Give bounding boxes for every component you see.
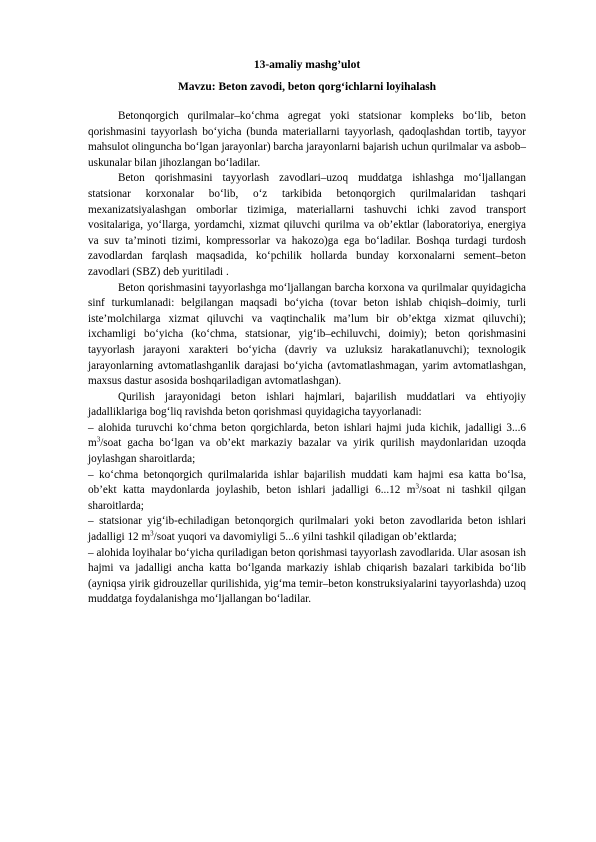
unit-superscript: 3 — [150, 529, 154, 538]
document-subtitle: Mavzu: Beton zavodi, beton qorg‘ichlarni loyihalash — [177, 81, 437, 93]
document-title: 13-amaliy mashg’ulot — [253, 59, 361, 71]
document-page — [88, 58, 526, 608]
list-item-1-text-end: /soat gacha bo‘lgan va ob’ekt markaziy bazalar va yirik qurilish maydonlaridan uzoqda joylashgan sharoitlarda; — [88, 437, 526, 466]
list-item-3 — [88, 514, 526, 545]
list-item-2-text-end: /soat ni tashkil qilgan sharoitlarda; — [88, 484, 526, 512]
list-item-3-text: – statsionar yig‘ib-echiladigan betonqorgich qurilmalari yoki beton zavodlarida beton ishlari jadalligi 12 m — [88, 515, 526, 544]
unit-superscript: 3 — [415, 482, 419, 491]
list-item-2 — [88, 468, 526, 515]
paragraph-2: Beton qorishmasini tayyorlash zavodlari–uzoq muddatga ishlashga mo‘ljallangan statsionar korxonalar bo‘lib, o‘z tarkibida betonqorgich qurilmalaridan tashqari mexanizatsiyalashgan omborlar tizimiga, materiallarni tashuvchi ichki zavod transport vositalariga, yo‘llarga, yordamchi, xizmat qiluvchi qurilma va ob’ektlar (laboratoriya, energiya va suv ta’minoti tizimi, kompressorlar va hakozo)ga ega bo‘ladilar. Boshqa turdagi turdosh zavodlardan farqlash maqsadida, ko‘pchilik hollarda bunday korxonalarni sement–beton zavodlari (SBZ) deb yuritiladi . — [88, 172, 526, 278]
list-item-2-text: – ko‘chma betonqorgich qurilmalarida ishlar bajarilish muddati kam hajmi esa katta bo‘lsa, ob’ekt katta maydonlarda joylashib, beton ishlari jadalligi 6...12 m — [88, 468, 526, 497]
list-item-4: – alohida loyihalar bo‘yicha quriladigan beton qorishmasi tayyorlash zavodlarida. Ular asosan ish hajmi va jadalligi ancha katta bo‘lganda markaziy ishlab chiqarish bazalari tarkibida bo‘lib (ayniqsa yirik gidrouzellar qurilishida, yig‘ma temir–beton konstruksiyalarini tayyorlashda) uzoq muddatga foydalanishga mo‘ljallangan bo‘ladilar. — [88, 546, 526, 606]
paragraph-1: Betonqorgich qurilmalar–ko‘chma agregat yoki statsionar kompleks bo‘lib, beton qorishmasini tayyorlash bo‘yicha (bunda materiallarni tayyorlash, qadoqlashdan tortib, tayyor mahsulot olinguncha bo‘lgan jarayonlar) barcha jarayonlarni bajarish uchun qurilmalar va asbob–uskunalar bilan jihozlangan bo‘ladilar. — [88, 110, 526, 169]
paragraph-3: Beton qorishmasini tayyorlashga mo‘ljallangan barcha korxona va qurilmalar quyidagicha sinf turkumlanadi: belgilangan maqsadi bo‘yicha (tovar beton ishlab chiqish–doimiy, turli iste’molchilarga xizmat qiluvchi va vaqtinchalik ma’lum bir ob’ektga xizmat qiluvchi); ixchamligi bo‘yicha (ko‘chma, statsionar, yig‘ib–echiluvchi, doimiy); beton qorishmasini tayyorlash jarayoni xarakteri bo‘yicha (davriy va uzluksiz harakatlanuvchi); texnologik jarayonlarning avtomatlashganlik darajasi bo‘yicha (avtomatlashmagan, yarim avtomatlashgan, maxsus dastur asosida boshqariladigan avtomatlashgan). — [88, 281, 526, 388]
list-item-1-text: – alohida turuvchi ko‘chma beton qorgichlarda, beton ishlari hajmi juda kichik, jadalligi 3...6 m — [88, 421, 526, 450]
list-item-3-text-end: /soat yuqori va davomiyligi 5...6 yilni tashkil qiladigan ob’ektlarda; — [153, 531, 457, 544]
paragraph-4: Qurilish jarayonidagi beton ishlari hajmlari, bajarilish muddatlari va ehtiyojiy jadalliklariga bog‘liq ravishda beton qorishmasi quyidagicha tayyorlanadi: — [88, 390, 526, 419]
unit-superscript: 3 — [96, 435, 101, 444]
list-item-1 — [88, 421, 526, 468]
